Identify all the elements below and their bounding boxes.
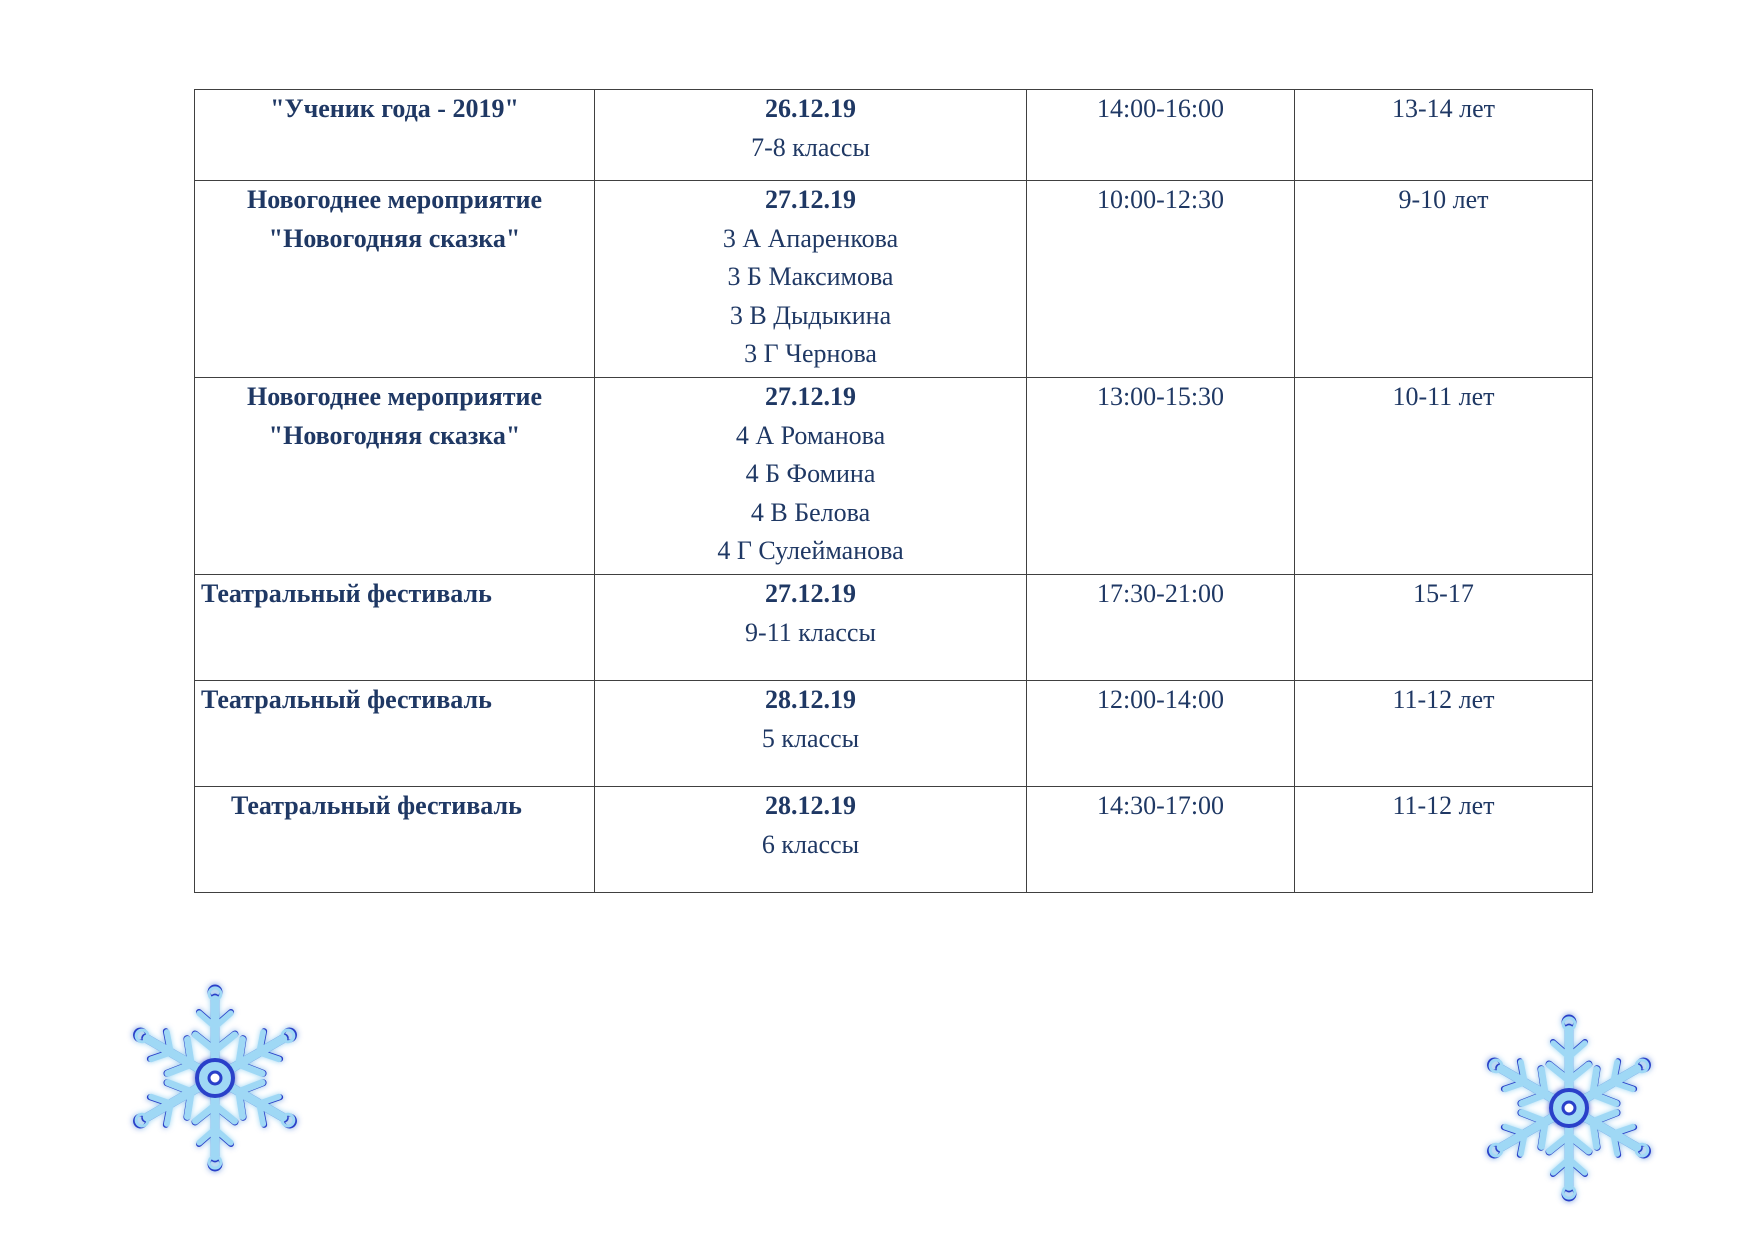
age-cell: 9-10 лет xyxy=(1295,181,1593,378)
class-group: 4 В Белова xyxy=(750,497,871,527)
date-cell xyxy=(595,90,1027,181)
date-cell xyxy=(595,681,1027,787)
event-cell xyxy=(195,681,595,787)
event-cell xyxy=(195,181,595,378)
snowflake-icon xyxy=(1454,1008,1684,1208)
class-group: 4 Г Сулейманова xyxy=(717,536,904,565)
age-cell: 11-12 лет xyxy=(1295,787,1593,893)
snowflake-right-graphic xyxy=(1454,1008,1684,1208)
event-name-line: "Новогодняя сказка" xyxy=(268,223,521,253)
event-date: 27.12.19 xyxy=(765,382,856,411)
class-group: 5 классы xyxy=(761,723,860,753)
class-group: 3 Г Чернова xyxy=(744,339,877,368)
age-cell: 15-17 xyxy=(1295,575,1593,681)
time-cell: 10:00-12:30 xyxy=(1027,181,1295,378)
class-group: 9-11 классы xyxy=(745,617,876,647)
date-cell xyxy=(595,575,1027,681)
event-date: 28.12.19 xyxy=(765,685,856,714)
event-cell xyxy=(195,787,595,893)
table-row xyxy=(195,681,1593,787)
date-cell xyxy=(595,787,1027,893)
snowflake-left-graphic xyxy=(100,978,330,1178)
table-row xyxy=(195,90,1593,181)
age-cell: 13-14 лет xyxy=(1295,90,1593,181)
age-cell: 11-12 лет xyxy=(1295,681,1593,787)
event-date: 26.12.19 xyxy=(765,94,856,123)
date-cell xyxy=(595,378,1027,575)
class-group: 3 В Дыдыкина xyxy=(729,300,892,330)
time-cell: 13:00-15:30 xyxy=(1027,378,1295,575)
date-cell xyxy=(595,181,1027,378)
event-name-line: Новогоднее мероприятие xyxy=(246,185,543,214)
event-cell xyxy=(195,90,595,181)
time-cell: 14:00-16:00 xyxy=(1027,90,1295,181)
time-cell: 14:30-17:00 xyxy=(1027,787,1295,893)
time-cell: 17:30-21:00 xyxy=(1027,575,1295,681)
class-group: 4 Б Фомина xyxy=(745,459,876,488)
event-name-line: "Ученик года - 2019" xyxy=(270,94,519,123)
event-name-line: Театральный фестиваль xyxy=(231,791,522,820)
table-row xyxy=(195,787,1593,893)
class-group: 3 Б Максимова xyxy=(727,262,894,291)
class-group: 4 А Романова xyxy=(735,420,886,450)
event-date: 27.12.19 xyxy=(765,185,856,214)
event-name-line: Новогоднее мероприятие xyxy=(246,382,543,411)
event-date: 28.12.19 xyxy=(765,791,856,820)
event-cell xyxy=(195,575,595,681)
table-row xyxy=(195,575,1593,681)
event-name-line: "Новогодняя сказка" xyxy=(268,420,521,450)
class-group: 7-8 классы xyxy=(751,132,870,162)
snowflake-icon xyxy=(100,978,330,1178)
table-row xyxy=(195,181,1593,378)
time-cell: 12:00-14:00 xyxy=(1027,681,1295,787)
event-name-line: Театральный фестиваль xyxy=(201,685,492,714)
event-cell xyxy=(195,378,595,575)
age-cell: 10-11 лет xyxy=(1295,378,1593,575)
event-name-line: Театральный фестиваль xyxy=(201,579,492,608)
event-date: 27.12.19 xyxy=(765,579,856,608)
table-row xyxy=(195,378,1593,575)
class-group: 6 классы xyxy=(761,829,860,859)
class-group: 3 А Апаренкова xyxy=(722,223,899,253)
schedule-table xyxy=(194,89,1593,893)
